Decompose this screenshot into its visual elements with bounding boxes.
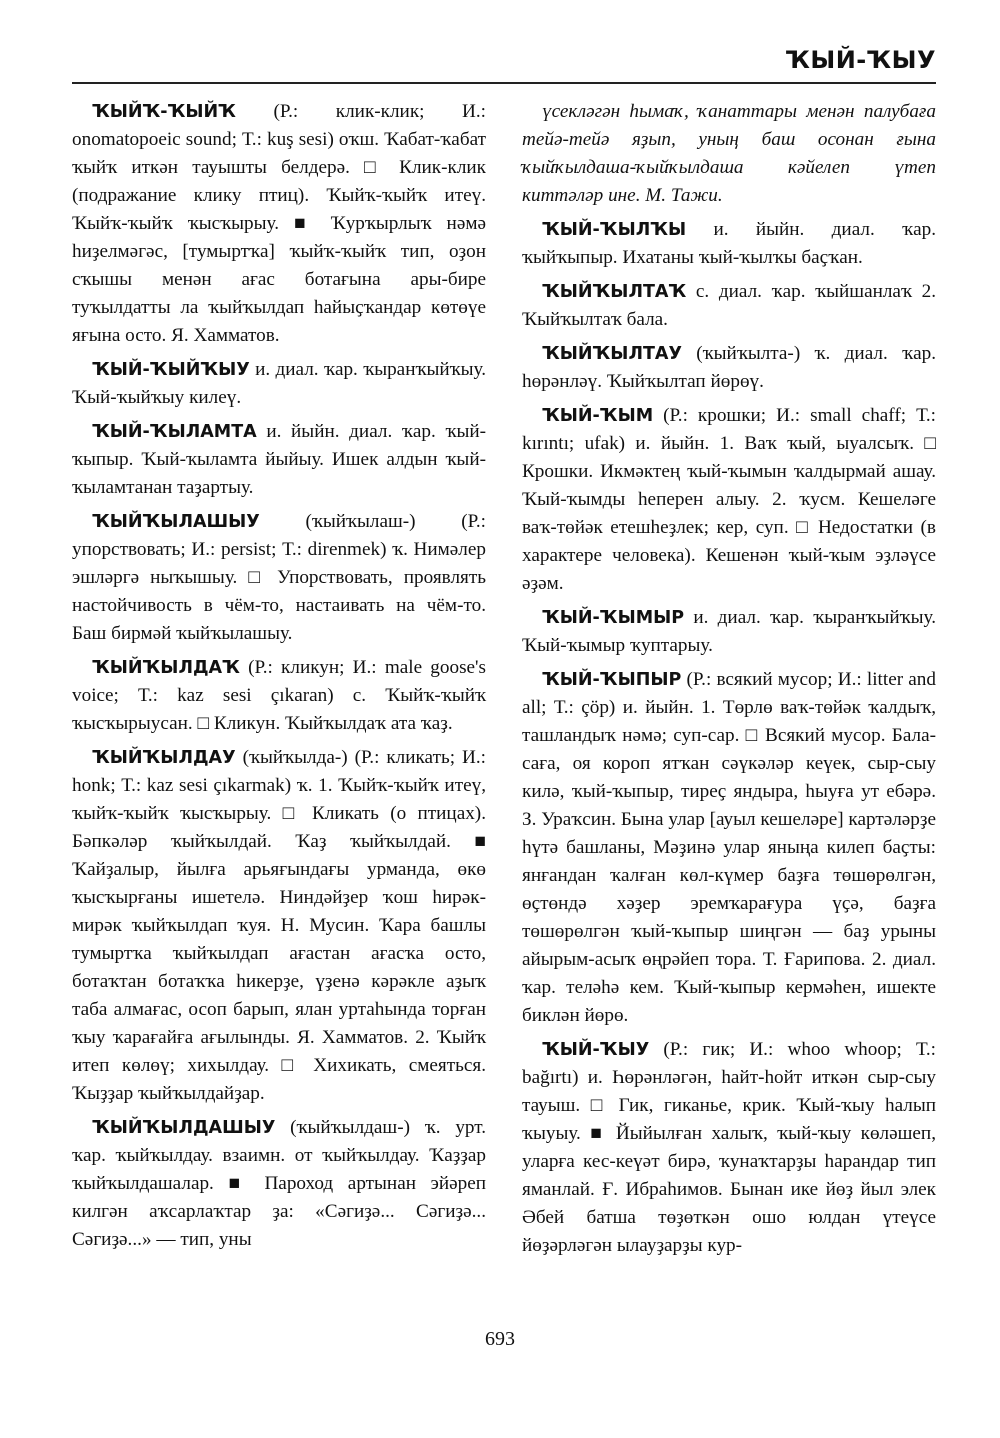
headword: ҠЫЙҠЫЛДАШЫУ [92,1118,276,1138]
dictionary-entry [72,654,486,738]
dictionary-entry [72,1114,486,1254]
dictionary-entry [72,508,486,648]
page-number: 693 [485,1328,515,1350]
dictionary-entry [72,418,486,502]
dictionary-entry [72,744,486,1108]
entry-text: с. диал. ҡар. ҡыйшанлаҡ 2. Ҡыйҡылтаҡ бала. [522,281,936,330]
dictionary-entry [522,402,936,598]
dictionary-entry [72,98,486,350]
entry-text: (ҡыйҡылда-) (Р.: кликать; И.: honk; Т.: kaz sesi çıkarmak) ҡ. 1. Ҡыйҡ-ҡыйҡ итеү, ҡыйҡ-ҡыйҡ ҡысҡырыу. □ Кликать (о птицах). Бәпкәләр ҡыйҡылдай. Ҡаҙ ҡыйҡылдай. ■ Ҡайҙалыр, йылға арьяғындағы урманда, өкө ҡысҡырғаны ишетелә. Ниндәйҙер ҡош һирәк-мирәк ҡыйҡылдап ҡуя. Н. Мусин. Ҡара башлы тумыртҡа ҡыйҡылдап ағастан ағасҡа осто, ботаҡтан ботаҡҡа һикерҙе, үҙенә кәрәкле аҙыҡ таба алмағас, осоп барып, ялан уртаһында торған ҡыу ҡарағайға ағылынды. Я. Хамматов. 2. Ҡыйҡ итеп көлөү; хихылдау. □ Хихикать, смеяться. Ҡыҙҙар ҡыйҡылдайҙар. [72,747,486,1104]
headword: ҠЫЙ-ҠЫМ [542,406,654,426]
headword: ҠЫЙ-ҠЫЙҠЫУ [92,360,250,380]
headword: ҠЫЙ-ҠЫЛАМТА [92,422,257,442]
headword: ҠЫЙ-ҠЫЛҠЫ [542,220,687,240]
entry-text: и. йыйн. диал. ҡар. ҡый-ҡыпыр. Ҡый-ҡыламта йыйыу. Ишек алдын ҡый-ҡыламтанан таҙартыу. [72,421,486,498]
entry-text: (Р.: клик-клик; И.: onomatopoeic sound; Т.: kuş sesi) оҡш. Ҡабат-ҡабат ҡыйҡ иткән тауышты белдерә. □ Клик-клик (подражание клику птиц). Ҡыйҡ-ҡыйҡ итеү. Ҡыйҡ-ҡыйҡ ҡысҡырыу. ■ Ҡурҡырлыҡ нәмә һиҙелмәгәс, [тумыртҡа] ҡыйҡ-ҡыйҡ тип, оҙон сҡышы менән ағас ботағына ары-бире туҡылдатты ла ҡыйҡылдап һайыҫҡандар көтөүе яғына осто. Я. Хамматов. [72,101,486,346]
headword: ҠЫЙҠ-ҠЫЙҠ [92,102,236,122]
dictionary-entry [522,278,936,334]
running-head: ҠЫЙ-ҠЫУ [785,46,936,74]
entry-text: и. диал. ҡар. ҡыранҡыйҡыу. Ҡый-ҡымыр ҡуптарыу. [522,607,936,656]
headword: ҠЫЙ-ҠЫУ [542,1040,650,1060]
entry-text: (Р.: всякий мусор; И.: litter and all; Т.: çöp) и. йыйн. 1. Төрлө ваҡ-төйәк ҡалдыҡ, ташландыҡ нәмә; суп-сар. □ Всякий мусор. Бала-саға, оя короп ятҡан сәүкәләр кеүек, сыр-сыу килә, ҡый-ҡыпыр, тиреҫ яндыра, һыуға ут ебәрә. З. Ураҡсин. Бына улар [ауыл кешеләре] картәләрҙе һүтә башланы, Мәҙинә улар яныңа килеп баҫты: янғандан ҡалған көл-күмер баҙға төшөрөлгән, өҫтөндә хәҙер эремҡарағура үҫә, баҙға төшөрөлгән ҡый-ҡыпыр шиңгән — баҙ урыны айырым-асыҡ өңрәйеп тора. Т. Ғарипова. 2. диал. ҡар. теләһә кем. Ҡый-ҡыпыр кермәһен, ишекте биклән йөрө. [522,669,936,1026]
entry-text: и. йыйн. диал. ҡар. ҡыйҡыпыр. Ихатаны ҡый-ҡылҡы баҫҡан. [522,219,936,268]
headword: ҠЫЙҠЫЛДАҠ [92,658,240,678]
entry-text: и. диал. ҡар. ҡыранҡыйҡыу. Ҡый-ҡыйҡыу килеү. [72,359,486,408]
entry-text: (ҡыйҡылдаш-) ҡ. урт. ҡар. ҡыйҡылдау. взаимн. от ҡыйҡылдау. Ҡаҙҙар ҡыйҡылдашалар. ■ Пароход артынан эйәреп килгән аҡсарлаҡтар ҙа: «Сәгиҙә... Сәгиҙә... Сәгиҙә...» — тип, уны [72,1117,486,1250]
right-column [522,98,936,1266]
headword: ҠЫЙҠЫЛДАУ [92,748,236,768]
headword: ҠЫЙ-ҠЫПЫР [542,670,682,690]
headword: ҠЫЙҠЫЛАШЫУ [92,512,260,532]
entry-text: (Р.: гик; И.: whoo whoop; Т.: bağırtı) и. Һөрәнләгән, һайт-һойт иткән сыр-сыу тауыш. □ Гик, гиканье, крик. Ҡый-ҡыу һалып ҡыуыу. ■ Йыйылған халыҡ, ҡый-ҡыу көләшеп, уларға кес-кеүәт бирә, ҡунаҡтарҙы һарандар тип яманлай. Ғ. Ибраһимов. Бынан ике йөҙ йыл элек Әбей батша төҙөткән ошо юлдан үтеүсе йөҙәрләгән ылауҙарҙы кур- [522,1039,936,1256]
entry-text: үсекләгән һымаҡ, ҡанаттары менән палубаға тейә-тейә яҙып, уның баш осонан ғына ҡыйҡылдаша-ҡыйҡылдаша кәйелеп үтеп киттәләр ине. М. Тажи. [522,101,936,206]
dictionary-entry [522,216,936,272]
dictionary-entry [72,356,486,412]
dictionary-entry [522,666,936,1030]
headword: ҠЫЙҠЫЛТАҠ [542,282,687,302]
dictionary-entry [522,1036,936,1260]
entry-text: (ҡыйҡылта-) ҡ. диал. ҡар. һөрәнләү. Ҡыйҡылтап йөрөү. [522,343,936,392]
headword: ҠЫЙ-ҠЫМЫР [542,608,685,628]
entry-text: (Р.: кликун; И.: male goose's voice; Т.: kaz sesi çıkaran) с. Ҡыйҡ-ҡыйҡ ҡысҡырыусан. □ Кликун. Ҡыйҡылдаҡ ата ҡаҙ. [72,657,486,734]
header-rule [72,82,936,84]
headword: ҠЫЙҠЫЛТАУ [542,344,682,364]
entry-text: (ҡыйҡылаш-) (Р.: упорствовать; И.: persist; Т.: direnmek) ҡ. Нимәлер эшләргә ныҡышыу. □ Упорствовать, проявлять настойчивость в чём-то, настаивать на чём-то. Баш бирмәй ҡыйҡылашыу. [72,511,486,644]
dictionary-entry-continuation [522,98,936,210]
left-column [72,98,486,1260]
dictionary-entry [522,340,936,396]
entry-text: (Р.: крошки; И.: small chaff; Т.: kırıntı; ufak) и. йыйн. 1. Ваҡ ҡый, ыуалсыҡ. □ Крошки. Икмәктең ҡый-ҡымын ҡалдырмай ашау. Ҡый-ҡымды һеперен алыу. 2. ҡусм. Кешеләге ваҡ-төйәк етешһеҙлек; кер, суп. □ Недостатки (в характере человека). Кешенән ҡый-ҡым эҙләүсе әҙәм. [522,405,936,594]
dictionary-entry [522,604,936,660]
